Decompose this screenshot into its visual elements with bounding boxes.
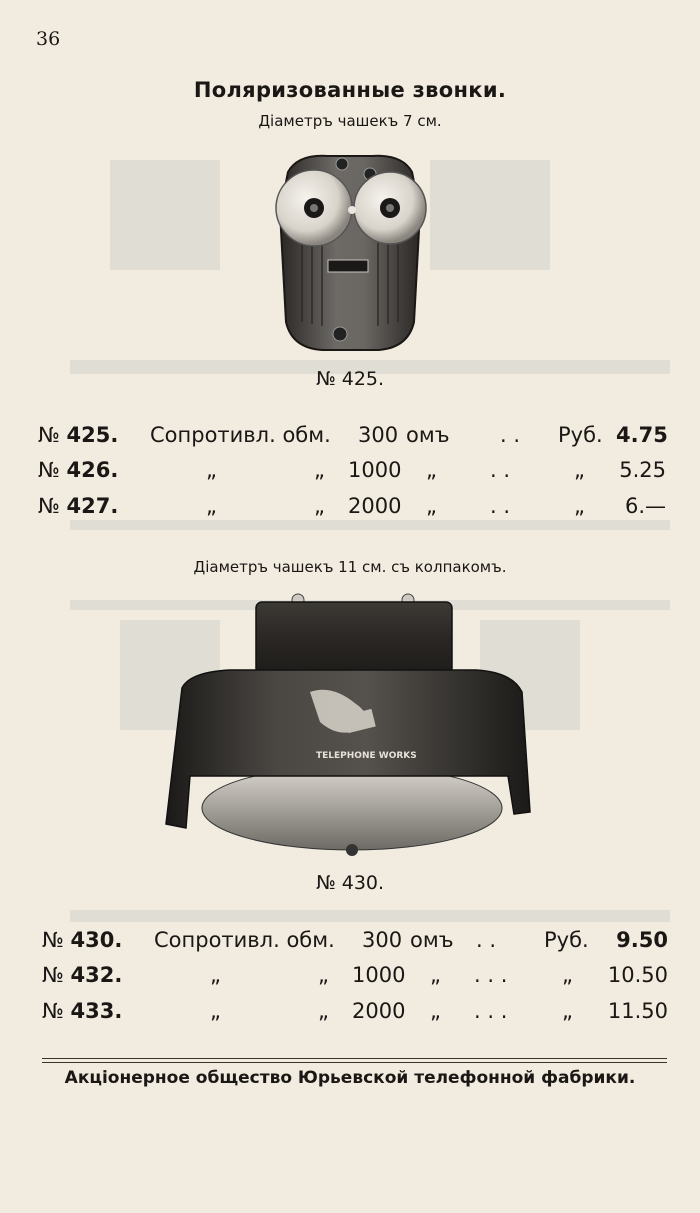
item-leader-dots: . . bbox=[500, 423, 521, 447]
ditto-mark: „ bbox=[574, 458, 585, 482]
item-leader-dots: . . bbox=[490, 458, 511, 482]
ditto-mark: „ bbox=[430, 999, 441, 1023]
item-number: № 430. bbox=[42, 928, 123, 952]
page-number: 36 bbox=[36, 28, 61, 50]
bell-430-photo bbox=[160, 592, 536, 860]
item-description: Сопротивл. обм. bbox=[150, 423, 331, 447]
item-unit: омъ bbox=[410, 928, 454, 952]
ditto-mark: „ bbox=[574, 494, 585, 518]
ditto-mark: „ bbox=[210, 999, 221, 1023]
item-leader-dots: . . . bbox=[474, 963, 508, 987]
bell-425-caption: № 425. bbox=[315, 368, 385, 390]
ditto-mark: „ bbox=[206, 458, 217, 482]
table-row bbox=[42, 999, 672, 1031]
publisher-footer: Акціонерное общество Юрьевской телефонной фабрики. bbox=[64, 1068, 636, 1088]
item-price: 11.50 bbox=[607, 999, 668, 1023]
ditto-mark: „ bbox=[426, 494, 437, 518]
bell-430-plate-text: TELEPHONE WORKS bbox=[316, 751, 417, 761]
ditto-mark: „ bbox=[314, 494, 325, 518]
ditto-mark: „ bbox=[562, 999, 573, 1023]
item-ohms: 2000 bbox=[348, 494, 402, 518]
item-number: № 425. bbox=[38, 423, 119, 447]
item-ohms: 2000 bbox=[352, 999, 406, 1023]
item-description: Сопротивл. обм. bbox=[154, 928, 335, 952]
ditto-mark: „ bbox=[562, 963, 573, 987]
item-leader-dots: . . bbox=[490, 494, 511, 518]
bell-430-caption: № 430. bbox=[315, 872, 385, 894]
ditto-mark: „ bbox=[318, 963, 329, 987]
ditto-mark: „ bbox=[426, 458, 437, 482]
item-number: № 432. bbox=[42, 963, 123, 987]
ditto-mark: „ bbox=[314, 458, 325, 482]
item-ohms: 300 bbox=[358, 423, 399, 447]
item-unit: омъ bbox=[406, 423, 450, 447]
ditto-mark: „ bbox=[206, 494, 217, 518]
item-price: 9.50 bbox=[616, 928, 668, 952]
table-row bbox=[42, 928, 672, 960]
table-row bbox=[42, 963, 672, 995]
item-number: № 433. bbox=[42, 999, 123, 1023]
item-price: 6.— bbox=[624, 494, 666, 518]
item-number: № 427. bbox=[38, 494, 119, 518]
item-number: № 426. bbox=[38, 458, 119, 482]
table-row bbox=[38, 458, 668, 490]
item-leader-dots: . . bbox=[476, 928, 497, 952]
page-subtitle: Діаметръ чашекъ 7 см. bbox=[258, 112, 442, 130]
item-leader-dots: . . . bbox=[474, 999, 508, 1023]
bell-425-photo bbox=[268, 152, 432, 354]
item-currency: Руб. bbox=[544, 928, 589, 952]
item-ohms: 300 bbox=[362, 928, 403, 952]
ditto-mark: „ bbox=[430, 963, 441, 987]
ditto-mark: „ bbox=[210, 963, 221, 987]
item-currency: Руб. bbox=[558, 423, 603, 447]
item-price: 4.75 bbox=[616, 423, 668, 447]
item-ohms: 1000 bbox=[348, 458, 402, 482]
item-price: 10.50 bbox=[607, 963, 668, 987]
page-title: Поляризованные звонки. bbox=[193, 78, 507, 102]
item-ohms: 1000 bbox=[352, 963, 406, 987]
table-row bbox=[38, 494, 668, 526]
item-price: 5.25 bbox=[619, 458, 666, 482]
footer-divider bbox=[42, 1058, 667, 1063]
ditto-mark: „ bbox=[318, 999, 329, 1023]
table-row bbox=[38, 423, 668, 455]
section-heading-11cm: Діаметръ чашекъ 11 см. съ колпакомъ. bbox=[193, 558, 507, 576]
